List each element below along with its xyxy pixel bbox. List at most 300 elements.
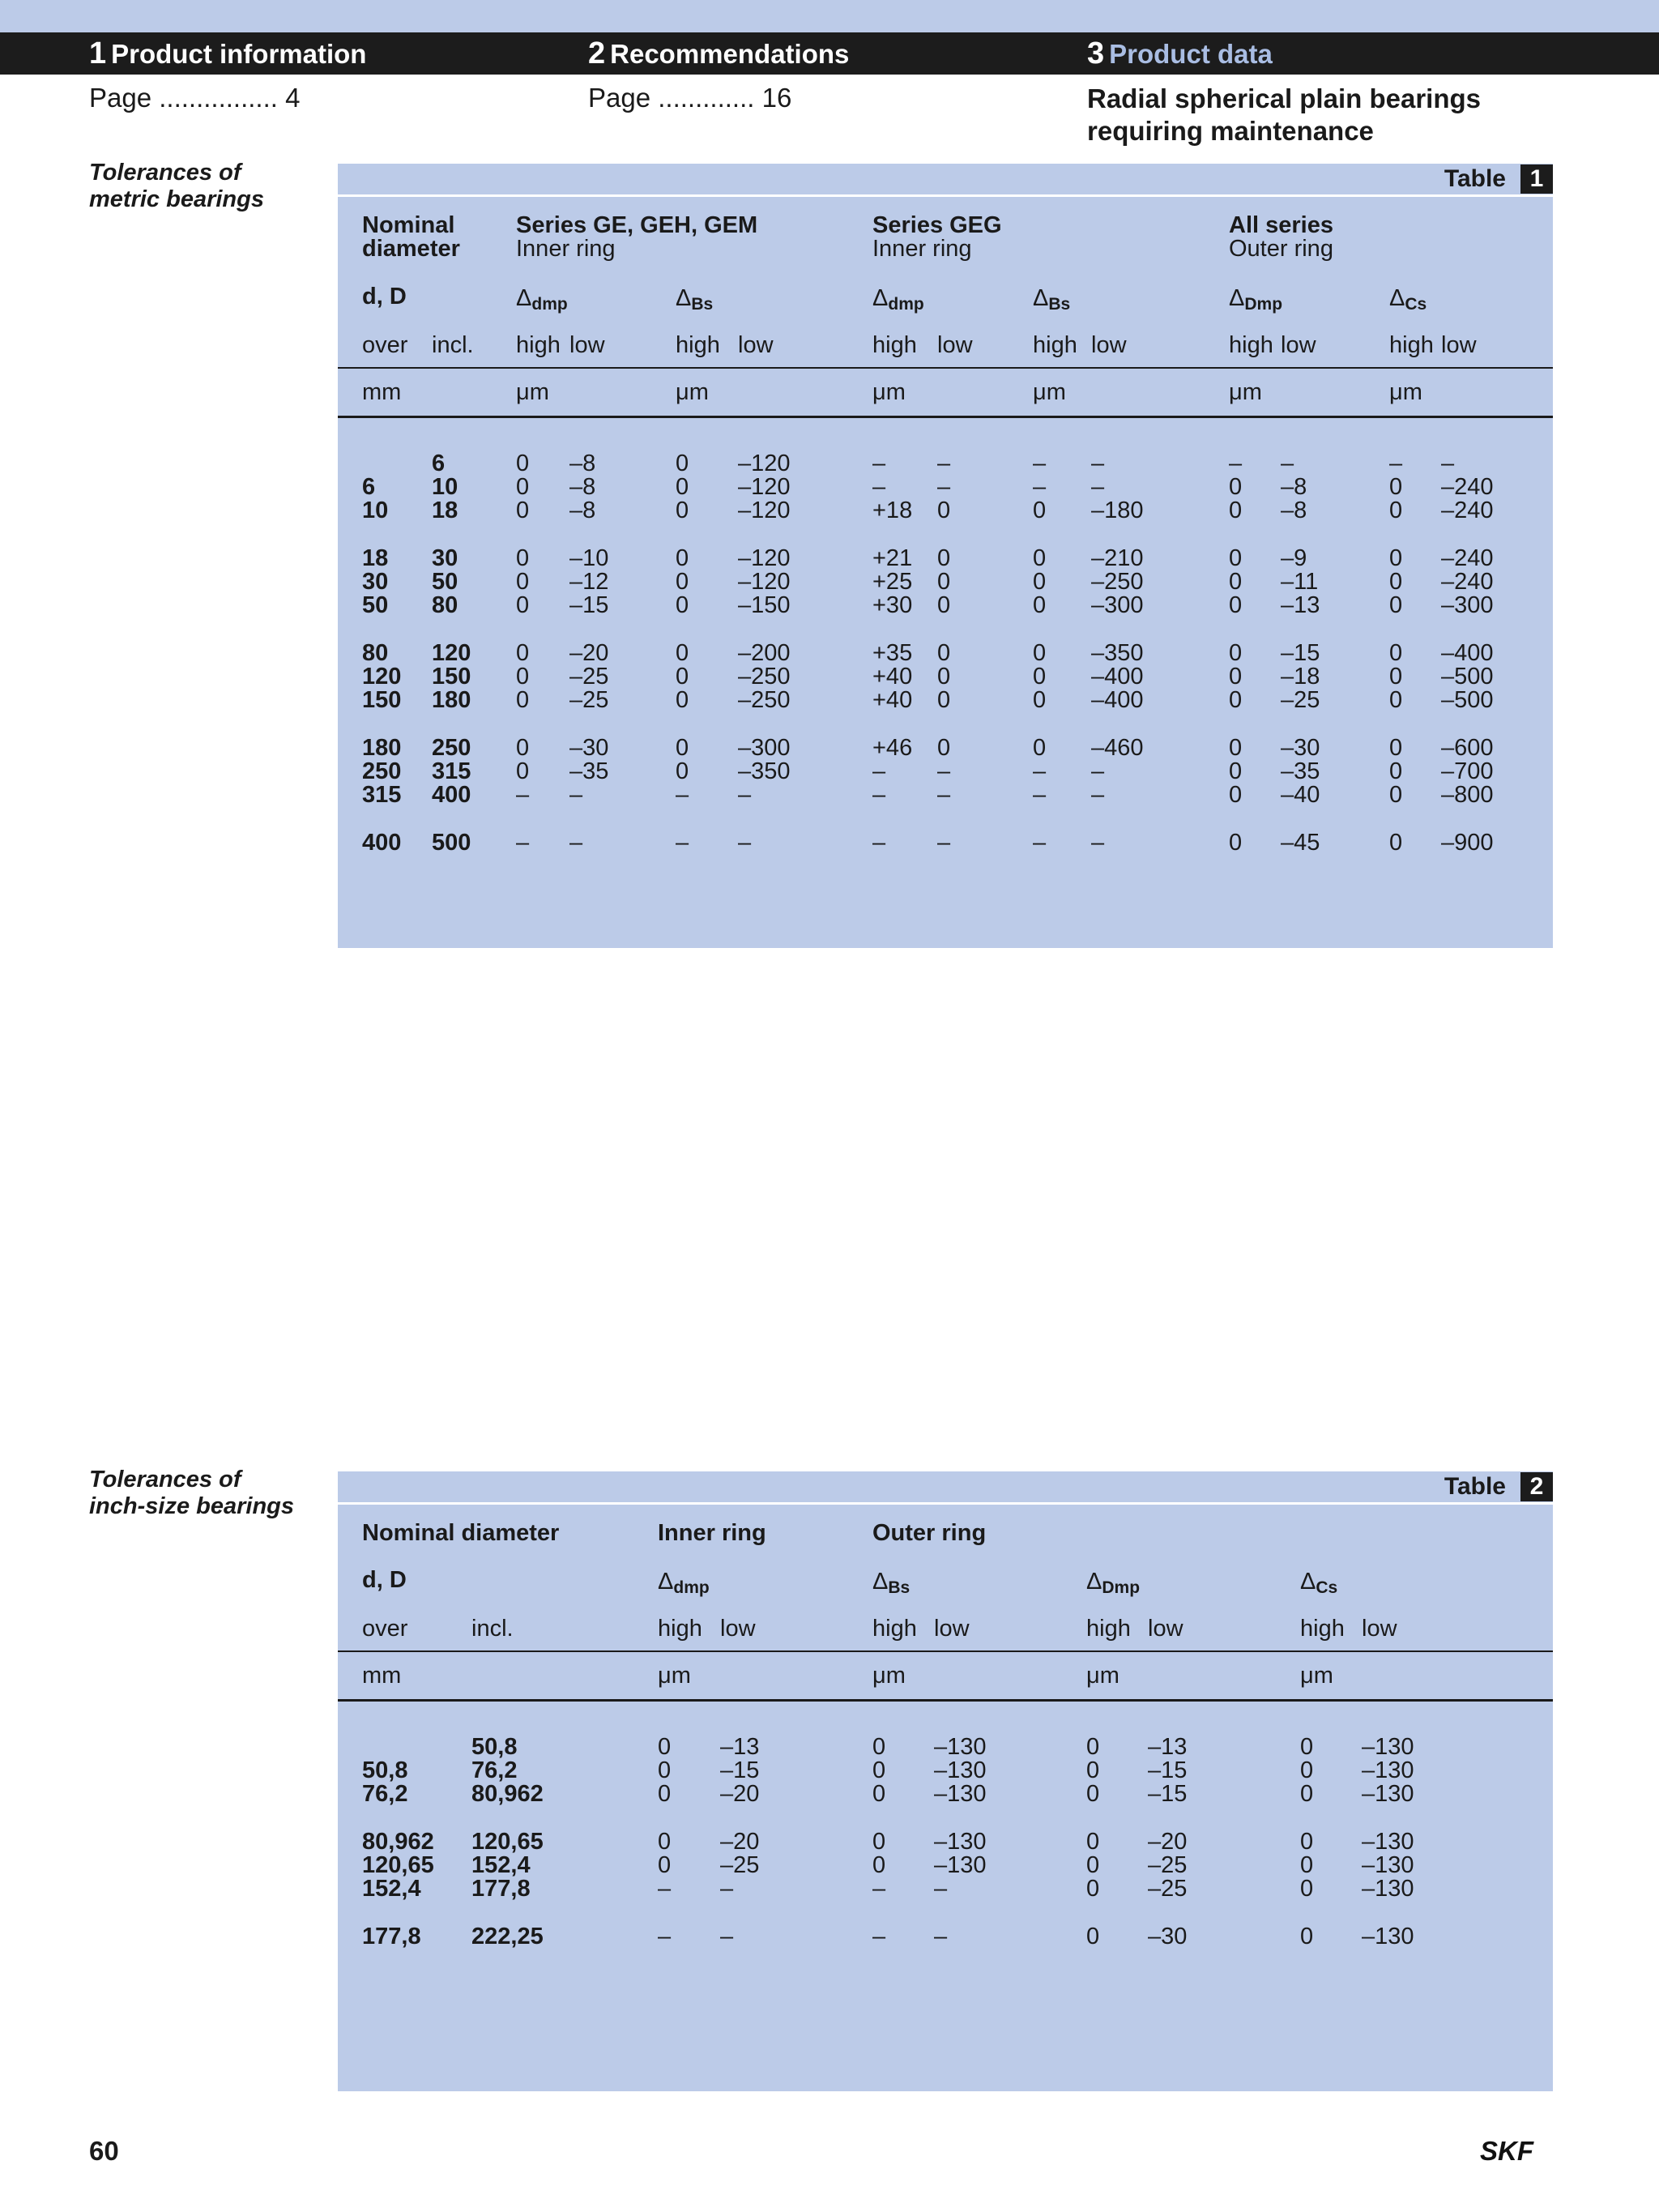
header-high: high (872, 332, 917, 358)
table-cell: 0 (1389, 497, 1403, 523)
nav-number: 3 (1087, 36, 1105, 70)
table-cell: – (516, 830, 530, 856)
table-cell: 0 (676, 569, 689, 595)
table-cell: – (1091, 758, 1105, 784)
table-cell: – (1033, 474, 1047, 500)
table-cell: 0 (1086, 1829, 1100, 1855)
table-cell: 0 (676, 474, 689, 500)
table-cell: 0 (1033, 687, 1047, 713)
table-cell: 0 (1389, 664, 1403, 690)
table1-side-label (89, 160, 264, 213)
table-cell: – (1091, 830, 1105, 856)
table-cell: 80 (432, 592, 458, 618)
symbol-subscript: Cs (1316, 1578, 1338, 1597)
table-cell: 0 (1389, 592, 1403, 618)
table-cell: 10 (362, 497, 389, 523)
skf-logo (1466, 2137, 1547, 2163)
table-cell: 0 (1229, 830, 1243, 856)
table-cell: 6 (432, 451, 446, 476)
delta-Dmp-symbol (1229, 287, 1282, 316)
delta-glyph: Δ (872, 1569, 889, 1595)
table-cell: –120 (738, 474, 791, 500)
table-cell: 0 (1033, 735, 1047, 761)
delta-Dmp-symbol (1086, 1570, 1140, 1599)
table-cell: 0 (1229, 640, 1243, 666)
table-cell: – (937, 451, 951, 476)
symbol-subscript: Dmp (1102, 1578, 1141, 1597)
table-cell: 0 (676, 451, 689, 476)
delta-glyph: Δ (1300, 1569, 1316, 1595)
header-low: low (934, 1616, 970, 1642)
table-cell: –130 (1362, 1876, 1414, 1902)
table-cell: 0 (1389, 474, 1403, 500)
table-cell: 0 (937, 569, 951, 595)
header-inner-ring: Inner ring (516, 236, 616, 262)
table-cell: – (934, 1876, 948, 1902)
table-cell: 80 (362, 640, 389, 666)
symbol-subscript: dmp (888, 295, 924, 314)
delta-cs-symbol (1300, 1570, 1337, 1599)
table-cell: – (1033, 758, 1047, 784)
table-cell: 0 (1229, 497, 1243, 523)
nav-product-data[interactable] (1087, 32, 1273, 75)
table-cell: 0 (937, 545, 951, 571)
table-cell: –15 (1148, 1757, 1188, 1783)
table-cell: 0 (937, 664, 951, 690)
table-cell: –400 (1091, 687, 1144, 713)
table-cell: –25 (1148, 1852, 1188, 1878)
header-dd: d, D (362, 284, 407, 310)
table-cell: 0 (937, 640, 951, 666)
table-cell: +46 (872, 735, 913, 761)
header-outer-ring: Outer ring (872, 1520, 987, 1546)
table-cell: 120 (432, 640, 471, 666)
table-cell: –130 (1362, 1734, 1414, 1760)
table-cell: 0 (1389, 687, 1403, 713)
table-cell: 0 (676, 640, 689, 666)
table-cell: 0 (1300, 1876, 1314, 1902)
table-cell: 0 (1300, 1852, 1314, 1878)
delta-glyph: Δ (516, 285, 532, 311)
header-low: low (738, 332, 774, 358)
table-cell: –18 (1281, 664, 1320, 690)
table-cell: 152,4 (362, 1876, 421, 1902)
table-cell: –500 (1441, 687, 1494, 713)
header-high: high (676, 332, 720, 358)
table-cell: – (1281, 451, 1294, 476)
skf-logo-text: SKF (1480, 2137, 1533, 2163)
table-cell: 180 (432, 687, 471, 713)
table-cell: –25 (569, 664, 609, 690)
symbol-subscript: Bs (1048, 295, 1071, 314)
table-cell: 250 (432, 735, 471, 761)
table-cell: 0 (872, 1852, 886, 1878)
table-cell: –120 (738, 545, 791, 571)
header-all-series: All series (1229, 212, 1333, 238)
top-band (0, 0, 1659, 32)
table-cell: –200 (738, 640, 791, 666)
delta-glyph: Δ (1229, 285, 1245, 311)
table-cell: –250 (738, 664, 791, 690)
table-cell: 0 (1389, 569, 1403, 595)
table-cell: –150 (738, 592, 791, 618)
table-cell: 0 (937, 735, 951, 761)
header-high: high (1229, 332, 1273, 358)
table-cell: –600 (1441, 735, 1494, 761)
table-cell: –180 (1091, 497, 1144, 523)
table-cell: 150 (362, 687, 402, 713)
table2-panel (338, 1471, 1553, 2091)
header-low: low (720, 1616, 756, 1642)
table-cell: 0 (676, 758, 689, 784)
table-cell: 0 (1086, 1757, 1100, 1783)
table-cell: – (1091, 782, 1105, 808)
table-cell: 80,962 (362, 1829, 434, 1855)
table-cell: –240 (1441, 569, 1494, 595)
delta-glyph: Δ (1086, 1569, 1102, 1595)
delta-bs-symbol (872, 1570, 910, 1599)
table-cell: – (658, 1924, 672, 1949)
delta-glyph: Δ (1389, 285, 1405, 311)
table-cell: –35 (1281, 758, 1320, 784)
table-cell: –30 (1148, 1924, 1188, 1949)
table-cell: 0 (516, 758, 530, 784)
table-cell: –30 (1281, 735, 1320, 761)
header-inner-ring: Inner ring (658, 1520, 766, 1546)
table-cell: 0 (1229, 735, 1243, 761)
table-cell: 0 (516, 474, 530, 500)
page-reference[interactable]: Page ................ 4 (89, 83, 301, 113)
table-cell: 18 (432, 497, 458, 523)
table-cell: –13 (1148, 1734, 1188, 1760)
table-cell: 0 (1389, 782, 1403, 808)
table-cell: +18 (872, 497, 913, 523)
table-cell: –120 (738, 451, 791, 476)
table-cell: 400 (362, 830, 402, 856)
table-cell: 30 (432, 545, 458, 571)
table-cell: 0 (937, 592, 951, 618)
table-cell: –25 (720, 1852, 760, 1878)
table-cell: –13 (720, 1734, 760, 1760)
table-cell: 120,65 (471, 1829, 544, 1855)
table-cell: – (676, 830, 689, 856)
table-cell: –250 (738, 687, 791, 713)
table-cell: 0 (676, 592, 689, 618)
table-cell: – (872, 758, 886, 784)
side-label-line: Tolerances of (89, 1467, 241, 1492)
table-cell: –130 (1362, 1852, 1414, 1878)
side-label-line: Tolerances of (89, 160, 241, 186)
header-low: low (937, 332, 973, 358)
table-cell: 0 (872, 1757, 886, 1783)
table-cell: –130 (934, 1781, 987, 1807)
table-cell: –11 (1281, 569, 1319, 595)
table-cell: –300 (1441, 592, 1494, 618)
table-cell: – (676, 782, 689, 808)
unit-um: μm (1229, 379, 1262, 405)
table-cell: 0 (516, 569, 530, 595)
table-cell: 400 (432, 782, 471, 808)
header-nominal: Nominal (362, 212, 455, 238)
header-series-ge: Series GE, GEH, GEM (516, 212, 758, 238)
unit-um: μm (658, 1663, 691, 1689)
header-rule (338, 416, 1553, 418)
table-cell: –300 (1091, 592, 1144, 618)
table-cell: 315 (362, 782, 402, 808)
delta-bs-symbol (676, 287, 713, 316)
table-cell: +30 (872, 592, 913, 618)
header-high: high (1033, 332, 1077, 358)
table-cell: –25 (1281, 687, 1320, 713)
table-cell: 500 (432, 830, 471, 856)
table-cell: 0 (516, 545, 530, 571)
header-low: low (1148, 1616, 1183, 1642)
delta-glyph: Δ (872, 285, 889, 311)
unit-um: μm (676, 379, 709, 405)
table-cell: 0 (658, 1829, 672, 1855)
unit-um: μm (516, 379, 549, 405)
table-cell: –20 (720, 1781, 760, 1807)
header-inner-ring: Inner ring (872, 236, 972, 262)
table-cell: 120 (362, 664, 402, 690)
table-cell: –30 (569, 735, 609, 761)
table-cell: 315 (432, 758, 471, 784)
table-cell: 0 (516, 687, 530, 713)
table-cell: 0 (937, 687, 951, 713)
table-cell: 177,8 (362, 1924, 421, 1949)
table-cell: 0 (516, 735, 530, 761)
unit-mm: mm (362, 379, 402, 405)
table-cell: 18 (362, 545, 389, 571)
table-cell: 80,962 (471, 1781, 544, 1807)
table-cell: 0 (1229, 545, 1243, 571)
table-cell: 0 (1300, 1781, 1314, 1807)
table-cell: – (738, 830, 752, 856)
table-cell: –130 (934, 1757, 987, 1783)
side-label-line: metric bearings (89, 186, 264, 212)
table-cell: –9 (1281, 545, 1307, 571)
header-high: high (516, 332, 561, 358)
header-dd: d, D (362, 1567, 407, 1593)
header-nominal: diameter (362, 236, 460, 262)
table-cell: –130 (934, 1852, 987, 1878)
table-cell: – (872, 830, 886, 856)
table-cell: 0 (1300, 1757, 1314, 1783)
table-cell: 0 (1033, 592, 1047, 618)
table-cell: –13 (1281, 592, 1320, 618)
table-label: Table (1444, 165, 1506, 192)
table-cell: –8 (569, 451, 596, 476)
table-cell: 50,8 (471, 1734, 518, 1760)
table-cell: 0 (1389, 830, 1403, 856)
table-cell: +35 (872, 640, 913, 666)
table-cell: 0 (1229, 569, 1243, 595)
table-cell: 50 (362, 592, 389, 618)
header-high: high (1389, 332, 1434, 358)
table-cell: 0 (516, 664, 530, 690)
table-cell: –240 (1441, 545, 1494, 571)
table-cell: –8 (1281, 474, 1307, 500)
table-number: 2 (1520, 1472, 1553, 1501)
delta-bs-symbol (1033, 287, 1070, 316)
header-low: low (1281, 332, 1316, 358)
table2-side-label (89, 1467, 294, 1520)
symbol-subscript: Bs (691, 295, 714, 314)
unit-um: μm (872, 1663, 906, 1689)
table-cell: –130 (934, 1829, 987, 1855)
table-cell: 0 (516, 640, 530, 666)
table-cell: +25 (872, 569, 913, 595)
table-cell: –8 (569, 474, 596, 500)
table-cell: –120 (738, 497, 791, 523)
page-reference[interactable]: Page ............. 16 (588, 83, 792, 113)
table-cell: – (1389, 451, 1403, 476)
header-low: low (1441, 332, 1477, 358)
page-number: 60 (89, 2136, 119, 2166)
table-cell: +40 (872, 687, 913, 713)
table-cell: 50,8 (362, 1757, 408, 1783)
table-cell: 50 (432, 569, 458, 595)
table-cell: –240 (1441, 497, 1494, 523)
table1-panel (338, 164, 1553, 948)
table-cell: 0 (676, 735, 689, 761)
table-cell: –130 (1362, 1924, 1414, 1949)
table-cell: 0 (676, 545, 689, 571)
table-cell: 0 (1300, 1829, 1314, 1855)
table-cell: – (720, 1924, 734, 1949)
table-cell: 0 (1300, 1734, 1314, 1760)
table-cell: –400 (1091, 664, 1144, 690)
table-cell: – (937, 782, 951, 808)
table-cell: –45 (1281, 830, 1320, 856)
table-cell: – (872, 451, 886, 476)
table-cell: 152,4 (471, 1852, 531, 1878)
header-incl: incl. (471, 1616, 514, 1642)
table-cell: 0 (658, 1852, 672, 1878)
nav-product-information[interactable] (89, 32, 366, 75)
table-cell: –210 (1091, 545, 1144, 571)
product-title-line: requiring maintenance (1087, 116, 1374, 146)
table-cell: 0 (872, 1734, 886, 1760)
table-cell: 10 (432, 474, 458, 500)
symbol-subscript: dmp (673, 1578, 710, 1597)
table-cell: – (720, 1876, 734, 1902)
table-cell: 0 (676, 497, 689, 523)
delta-glyph: Δ (676, 285, 692, 311)
header-incl: incl. (432, 332, 474, 358)
table-cell: –130 (1362, 1781, 1414, 1807)
table-cell: 0 (1229, 664, 1243, 690)
table-cell: 0 (1086, 1924, 1100, 1949)
nav-label: Product data (1109, 39, 1273, 69)
nav-recommendations[interactable] (588, 32, 849, 75)
symbol-subscript: Dmp (1244, 295, 1283, 314)
table-cell: 0 (658, 1757, 672, 1783)
table-cell: 0 (676, 687, 689, 713)
table-cell: –15 (1281, 640, 1320, 666)
table-cell: – (516, 782, 530, 808)
table-cell: –800 (1441, 782, 1494, 808)
table-cell: 0 (658, 1734, 672, 1760)
table-cell: 0 (937, 497, 951, 523)
table-cell: –350 (738, 758, 791, 784)
nav-number: 1 (89, 36, 107, 70)
table-cell: – (872, 1876, 886, 1902)
table-cell: –8 (569, 497, 596, 523)
table-cell: 30 (362, 569, 389, 595)
header-series-geg: Series GEG (872, 212, 1002, 238)
table-cell: 6 (362, 474, 376, 500)
table-cell: –25 (569, 687, 609, 713)
table-cell: –240 (1441, 474, 1494, 500)
delta-cs-symbol (1389, 287, 1427, 316)
header-rule (338, 1699, 1553, 1702)
header-nominal: Nominal diameter (362, 1520, 560, 1546)
table-cell: –130 (1362, 1829, 1414, 1855)
table-cell: –460 (1091, 735, 1144, 761)
table-caption-bar (338, 164, 1553, 197)
table-cell: 0 (1389, 545, 1403, 571)
table-cell: 0 (1229, 592, 1243, 618)
table-cell: –130 (934, 1734, 987, 1760)
table-cell: –500 (1441, 664, 1494, 690)
header-low: low (569, 332, 605, 358)
table-cell: 0 (1389, 758, 1403, 784)
table-cell: – (1033, 830, 1047, 856)
table-cell: – (872, 1924, 886, 1949)
table-cell: – (569, 782, 583, 808)
table-cell: –10 (569, 545, 609, 571)
table-cell: –25 (1148, 1876, 1188, 1902)
table-cell: 250 (362, 758, 402, 784)
table-cell: –20 (569, 640, 609, 666)
table-cell: 222,25 (471, 1924, 544, 1949)
table-cell: +21 (872, 545, 913, 571)
unit-mm: mm (362, 1663, 402, 1689)
header-outer-ring: Outer ring (1229, 236, 1333, 262)
table-cell: 0 (516, 451, 530, 476)
table-cell: 0 (1389, 735, 1403, 761)
unit-um: μm (872, 379, 906, 405)
table-cell: – (937, 830, 951, 856)
delta-dmp-symbol (658, 1570, 710, 1599)
header-high: high (658, 1616, 702, 1642)
table-cell: – (937, 758, 951, 784)
symbol-subscript: Cs (1405, 295, 1427, 314)
symbol-subscript: Bs (888, 1578, 911, 1597)
table-cell: –8 (1281, 497, 1307, 523)
table-cell: –250 (1091, 569, 1144, 595)
table-cell: +40 (872, 664, 913, 690)
table-cell: 0 (1033, 664, 1047, 690)
table-cell: – (1033, 451, 1047, 476)
table-cell: 76,2 (362, 1781, 408, 1807)
table-cell: 0 (1086, 1734, 1100, 1760)
header-rule (338, 367, 1553, 369)
table-cell: – (1091, 451, 1105, 476)
table-cell: – (1033, 782, 1047, 808)
table-cell: –700 (1441, 758, 1494, 784)
table-cell: 0 (872, 1829, 886, 1855)
table-cell: 0 (1389, 640, 1403, 666)
chapter-nav (0, 32, 1659, 75)
table-cell: – (937, 474, 951, 500)
table-label: Table (1444, 1473, 1506, 1500)
side-label-line: inch-size bearings (89, 1493, 295, 1519)
delta-dmp-symbol (872, 287, 924, 316)
table-cell: – (934, 1924, 948, 1949)
delta-dmp-symbol (516, 287, 568, 316)
